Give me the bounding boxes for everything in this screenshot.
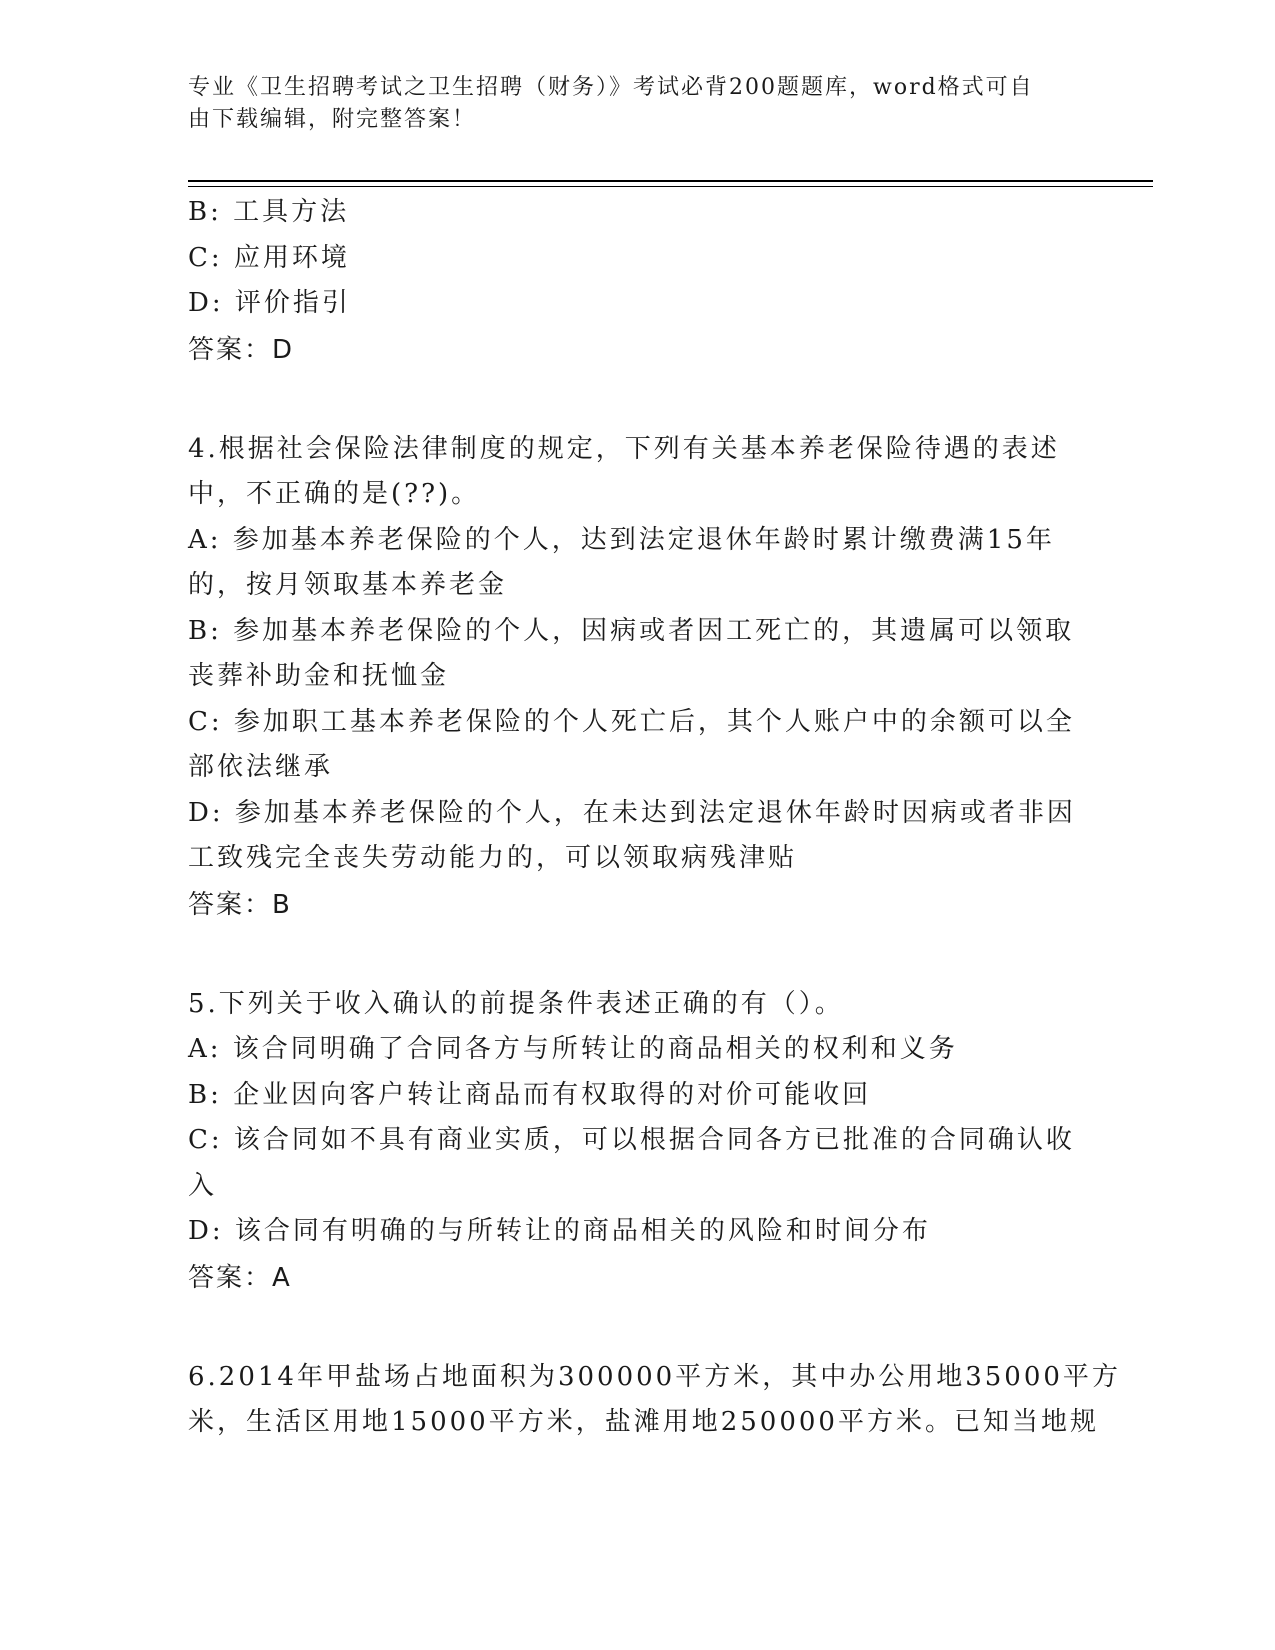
option-c: C: 应用环境 xyxy=(188,242,350,273)
option-c-cont: 入 xyxy=(188,1170,218,1201)
option-a: A: 该合同明确了合同各方与所转让的商品相关的权利和义务 xyxy=(188,1034,958,1064)
option-b: B: 工具方法 xyxy=(188,197,350,227)
header-line-2: 由下载编辑，附完整答案！ xyxy=(188,107,477,132)
question-stem-cont: 中，不正确的是(??)。 xyxy=(188,479,481,509)
option-d: D: 参加基本养老保险的个人，在未达到法定退休年龄时因病或者非因 xyxy=(188,797,1076,828)
spacer xyxy=(188,1301,1088,1355)
spacer xyxy=(188,928,1088,982)
header-line-1: 专业《卫生招聘考试之卫生招聘（财务）》考试必背200题题库，word格式可自 xyxy=(188,75,1034,100)
spacer xyxy=(188,373,1088,427)
question-4 xyxy=(188,427,1088,928)
question-stem-cont: 米，生活区用地15000平方米，盐滩用地250000平方米。已知当地规 xyxy=(188,1407,1099,1437)
option-d: D: 评价指引 xyxy=(188,288,351,318)
header-divider-thin xyxy=(188,186,1153,187)
option-b: B: 企业因向客户转让商品而有权取得的对价可能收回 xyxy=(188,1079,872,1110)
option-c: C: 参加职工基本养老保险的个人死亡后，其个人账户中的余额可以全 xyxy=(188,706,1075,737)
answer-label: 答案：B xyxy=(188,889,292,920)
option-b-cont: 丧葬补助金和抚恤金 xyxy=(188,661,450,691)
option-c: C: 该合同如不具有商业实质，可以根据合同各方已批准的合同确认收 xyxy=(188,1125,1075,1155)
question-stem: 5.下列关于收入确认的前提条件表述正确的有（）。 xyxy=(188,988,844,1019)
question-5 xyxy=(188,982,1088,1301)
header-divider-thick xyxy=(188,180,1153,182)
question-stem: 4.根据社会保险法律制度的规定，下列有关基本养老保险待遇的表述 xyxy=(188,433,1060,464)
option-b: B: 参加基本养老保险的个人，因病或者因工死亡的，其遗属可以领取 xyxy=(188,615,1075,646)
option-a-cont: 的，按月领取基本养老金 xyxy=(188,570,508,600)
answer-label: 答案：A xyxy=(188,1262,292,1293)
question-content xyxy=(188,190,1121,1446)
option-d: D: 该合同有明确的与所转让的商品相关的风险和时间分布 xyxy=(188,1216,931,1246)
question-stem: 6.2014年甲盐场占地面积为300000平方米，其中办公用地35000平方 xyxy=(188,1361,1121,1392)
option-a: A: 参加基本养老保险的个人，达到法定退休年龄时累计缴费满15年 xyxy=(188,524,1055,555)
option-d-cont: 工致残完全丧失劳动能力的，可以领取病残津贴 xyxy=(188,843,798,873)
document-header xyxy=(188,72,1068,136)
question-6 xyxy=(188,1355,1121,1446)
option-c-cont: 部依法继承 xyxy=(188,752,334,782)
answer-label: 答案：D xyxy=(188,334,295,365)
question-3-continued xyxy=(188,190,1088,373)
